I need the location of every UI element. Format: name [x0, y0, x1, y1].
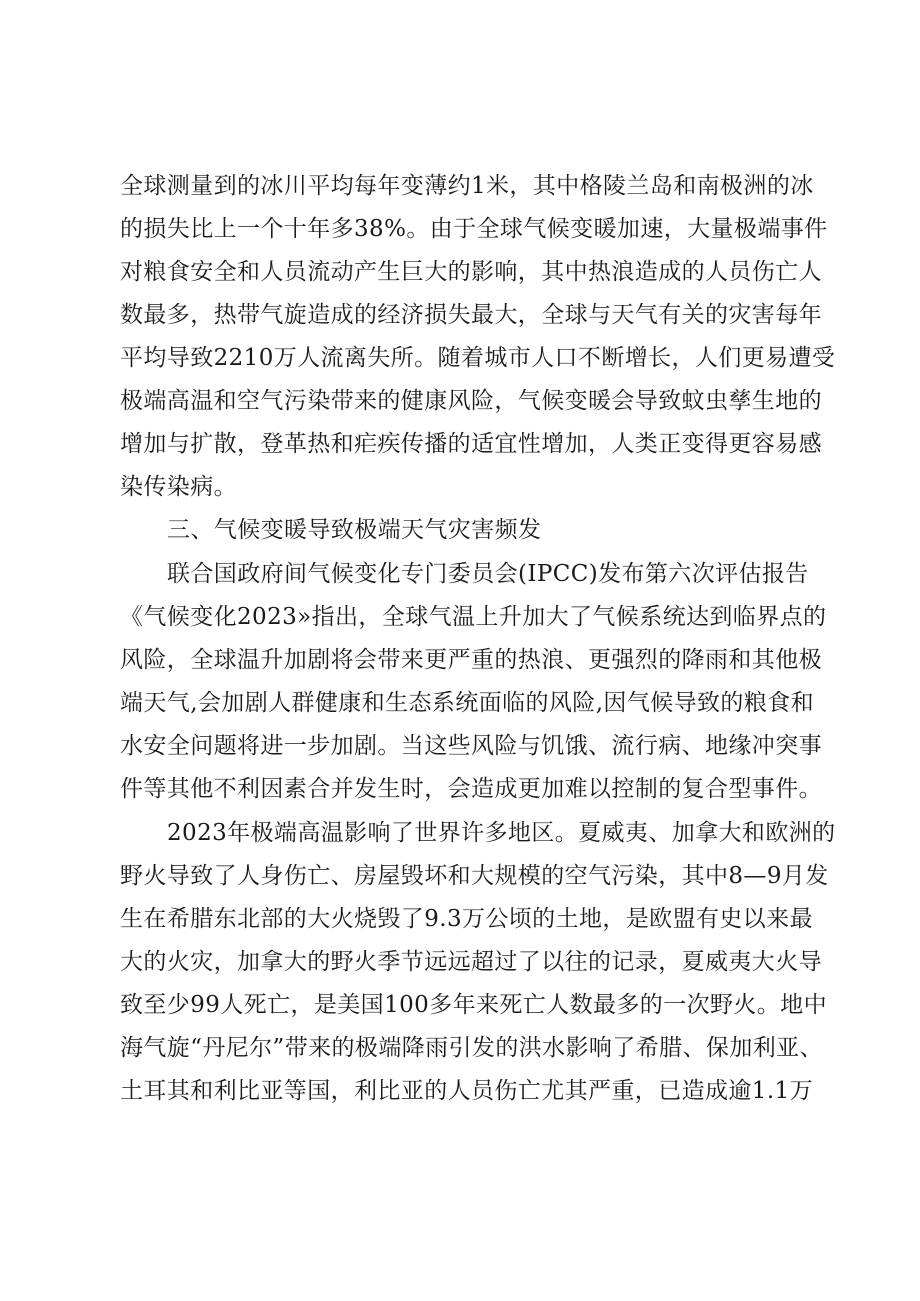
text-line: 土耳其和利比亚等国，利比亚的人员伤亡尤其严重，已造成逾1.1万 [120, 1078, 813, 1104]
text-line: 水安全问题将进一步加剧。当这些风险与饥饿、流行病、地缘冲突事 [120, 733, 822, 759]
text-line: 风险，全球温升加剧将会带来更严重的热浪、更强烈的降雨和其他极 [120, 647, 822, 673]
text-line: 全球测量到的冰川平均每年变薄约1米，其中格陵兰岛和南极洲的冰 [120, 173, 814, 199]
text-line: 数最多，热带气旋造成的经济损失最大，全球与天气有关的灾害每年 [120, 302, 822, 328]
text-line: 增加与扩散，登革热和疟疾传播的适宜性增加，人类正变得更容易感 [120, 431, 822, 457]
text-line: 2023年极端高温影响了世界许多地区。夏威夷、加拿大和欧洲的 [167, 820, 836, 846]
text-line: 端天气,会加剧人群健康和生态系统面临的风险,因气候导致的粮食和 [120, 690, 815, 716]
text-line: 平均导致2210万人流离失所。随着城市人口不断增长，人们更易遭受 [120, 345, 836, 371]
text-line: 件等其他不利因素合并发生时，会造成更加难以控制的复合型事件。 [120, 776, 822, 802]
text-line: 致至少99人死亡，是美国100多年来死亡人数最多的一次野火。地中 [120, 992, 827, 1018]
text-line: 野火导致了人身伤亡、房屋毁坏和大规模的空气污染，其中8—9月发 [120, 863, 829, 889]
text-line: 《气候变化2023»指出，全球气温上升加大了气候系统达到临界点的 [120, 604, 827, 630]
text-line: 联合国政府间气候变化专门委员会(IPCC)发布第六次评估报告 [167, 561, 809, 587]
text-line: 大的火灾，加拿大的野火季节远远超过了以往的记录，夏威夷大火导 [120, 949, 822, 975]
text-line: 海气旋“丹尼尔”带来的极端降雨引发的洪水影响了希腊、保加利亚、 [120, 1035, 823, 1061]
text-line: 极端高温和空气污染带来的健康风险，气候变暖会导致蚊虫孳生地的 [120, 388, 822, 414]
text-line: 的损失比上一个十年多38%。由于全球气候变暖加速，大量极端事件 [120, 216, 828, 242]
text-line: 生在希腊东北部的大火烧毁了9.3万公顷的土地，是欧盟有史以来最 [120, 906, 813, 932]
text-line: 对粮食安全和人员流动产生巨大的影响，其中热浪造成的人员伤亡人 [120, 259, 822, 285]
text-line: 染传染病。 [120, 474, 237, 500]
section-heading: 三、气候变暖导致极端天气灾害频发 [167, 517, 542, 543]
